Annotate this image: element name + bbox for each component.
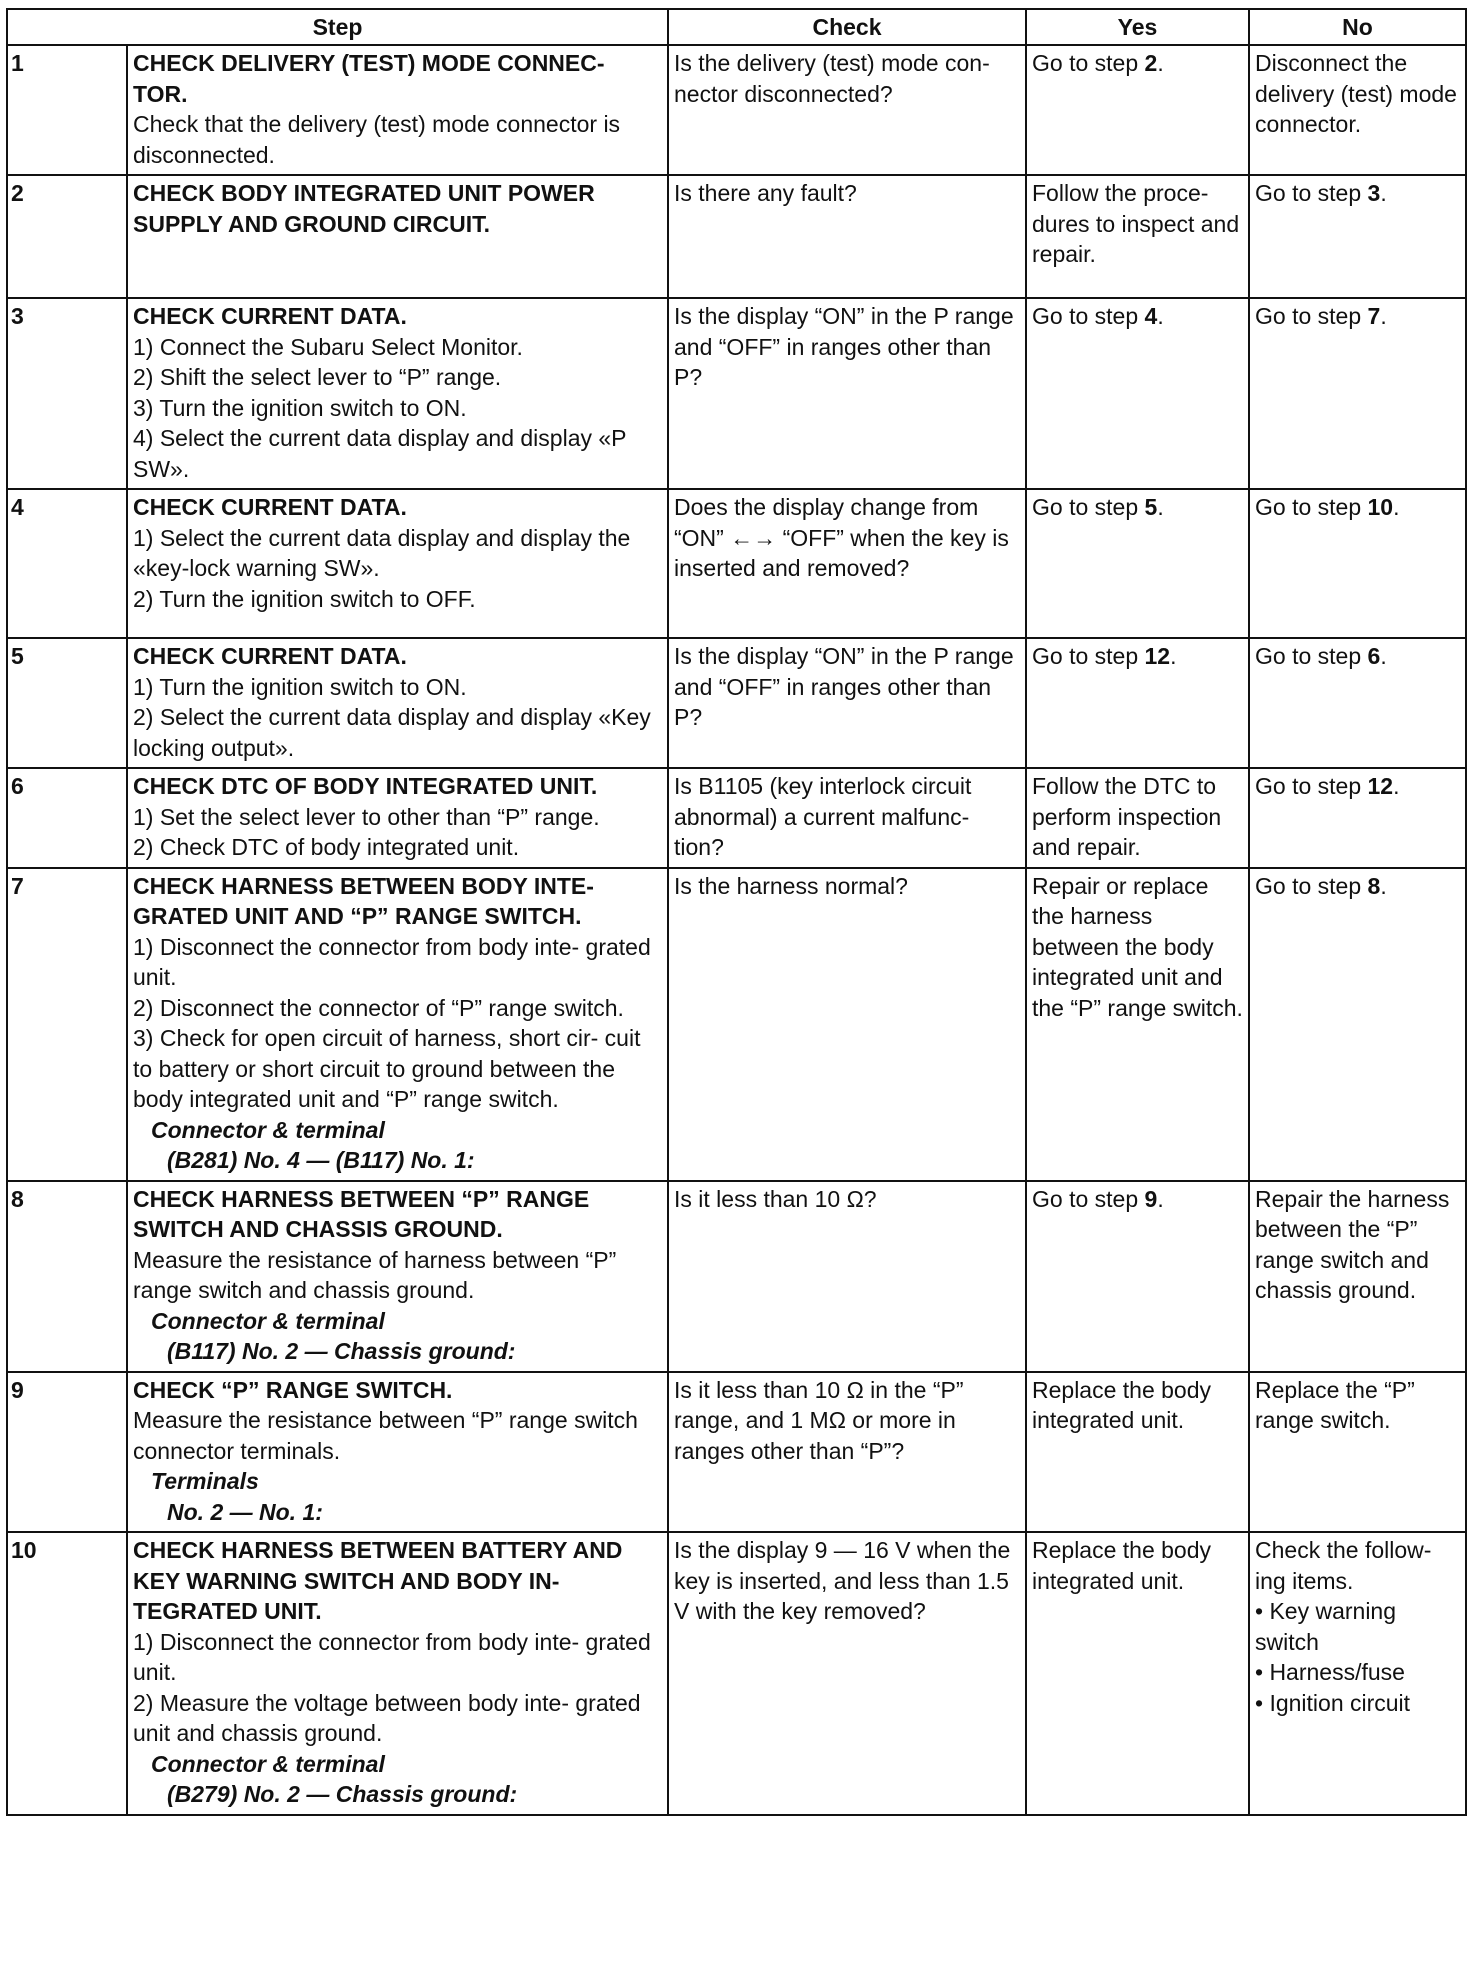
table-row [7, 1181, 1466, 1372]
no-prefix: Go to step [1255, 643, 1368, 669]
table-row [7, 45, 1466, 175]
check-question: Is it less than 10 Ω in the “P” range, and 1 MΩ or more in ranges other than “P”? [668, 1372, 1026, 1533]
no-action [1249, 638, 1466, 768]
check-question: Is the display “ON” in the P range and “OFF” in ranges other than P? [668, 638, 1026, 768]
no-action [1249, 1372, 1466, 1533]
table-row [7, 1532, 1466, 1815]
no-suffix: . [1380, 643, 1387, 669]
step-number: 5 [7, 638, 127, 768]
step-description [127, 768, 668, 868]
yes-action [1026, 489, 1249, 638]
no-action [1249, 45, 1466, 175]
step-instruction: 1) Connect the Subaru Select Monitor. [133, 333, 523, 360]
yes-prefix: Go to step [1032, 1185, 1145, 1212]
header-step: Step [7, 9, 668, 45]
no-step-number: 12 [1367, 773, 1394, 799]
no-suffix: . [1393, 773, 1400, 799]
no-text: Disconnect the delivery (test) mode connector. [1255, 50, 1457, 137]
step-title: CHECK HARNESS BETWEEN “P” RANGE SWITCH AND CHASSIS GROUND. [133, 1185, 590, 1242]
step-instruction: 3) Check for open circuit of harness, short cir- cuit to battery or short circuit to ground between the body integrated unit and “P” range switch. [133, 1025, 641, 1112]
no-action [1249, 1532, 1466, 1815]
no-prefix: Go to step [1255, 494, 1368, 520]
step-description [127, 489, 668, 638]
connector-terminal: (B279) No. 2 — Chassis ground: [167, 1781, 518, 1807]
yes-step-number: 5 [1144, 494, 1158, 520]
step-number: 1 [7, 45, 127, 175]
check-question: Is it less than 10 Ω? [668, 1181, 1026, 1372]
no-bullet-item: • Harness/fuse [1255, 1659, 1405, 1685]
step-number: 9 [7, 1372, 127, 1533]
yes-action [1026, 45, 1249, 175]
step-instruction: Measure the resistance of harness between “P” range switch and chassis ground. [133, 1246, 617, 1303]
table-header-row [7, 9, 1466, 45]
yes-step-number: 2 [1144, 50, 1158, 76]
yes-action: Replace the body integrated unit. [1026, 1532, 1249, 1815]
yes-action: Follow the DTC to perform inspection and repair. [1026, 768, 1249, 868]
no-step-number: 6 [1367, 643, 1381, 669]
step-instruction: 2) Shift the select lever to “P” range. [133, 364, 502, 390]
no-action [1249, 1181, 1466, 1372]
yes-prefix: Go to step [1032, 303, 1145, 329]
yes-action: Repair or replace the harness between the body integrated unit and the “P” range switch. [1026, 868, 1249, 1181]
step-title: CHECK CURRENT DATA. [133, 494, 407, 520]
no-prefix: Go to step [1255, 872, 1368, 899]
no-bullet-item: • Key warning switch [1255, 1598, 1397, 1655]
no-text: Repair the harness between the “P” range switch and chassis ground. [1255, 1185, 1450, 1303]
no-step-number: 3 [1367, 180, 1381, 206]
step-description [127, 1532, 668, 1815]
step-instruction: 4) Select the current data display and display «P SW». [133, 425, 627, 482]
step-instruction: 3) Turn the ignition switch to ON. [133, 394, 467, 421]
yes-action [1026, 1181, 1249, 1372]
connector-terminal: (B117) No. 2 — Chassis ground: [167, 1338, 516, 1364]
step-instruction: 2) Check DTC of body integrated unit. [133, 834, 520, 860]
step-instruction: 2) Measure the voltage between body inte- grated unit and chassis ground. [133, 1689, 641, 1746]
step-description [127, 298, 668, 489]
step-number: 4 [7, 489, 127, 638]
table-row [7, 489, 1466, 638]
no-prefix: Go to step [1255, 180, 1368, 206]
step-description [127, 868, 668, 1181]
step-title: CHECK DTC OF BODY INTEGRATED UNIT. [133, 773, 598, 799]
check-question: Is the harness normal? [668, 868, 1026, 1181]
yes-suffix: . [1157, 1185, 1164, 1212]
step-instruction: 2) Turn the ignition switch to OFF. [133, 585, 476, 612]
step-description [127, 1372, 668, 1533]
step-instruction: 1) Disconnect the connector from body inte- grated unit. [133, 1628, 651, 1685]
yes-step-number: 4 [1144, 303, 1158, 329]
no-action [1249, 489, 1466, 638]
step-instruction: 2) Disconnect the connector of “P” range switch. [133, 994, 624, 1021]
step-instruction: 1) Set the select lever to other than “P” range. [133, 803, 600, 830]
table-row [7, 1372, 1466, 1533]
check-question: Is the display “ON” in the P range and “OFF” in ranges other than P? [668, 298, 1026, 489]
yes-action [1026, 298, 1249, 489]
yes-suffix: . [1170, 643, 1177, 669]
yes-suffix: . [1157, 50, 1164, 76]
yes-step-number: 12 [1144, 643, 1171, 669]
yes-suffix: . [1157, 303, 1164, 329]
step-description [127, 45, 668, 175]
connector-terminal: (B281) No. 4 — (B117) No. 1: [167, 1147, 475, 1173]
table-row [7, 638, 1466, 768]
table-row [7, 298, 1466, 489]
connector-label: Connector & terminal [151, 1116, 385, 1143]
step-title: CHECK CURRENT DATA. [133, 303, 407, 329]
step-number: 8 [7, 1181, 127, 1372]
step-number: 10 [7, 1532, 127, 1815]
no-step-number: 10 [1367, 494, 1394, 520]
step-instruction: 1) Select the current data display and display the «key-lock warning SW». [133, 524, 631, 581]
connector-label: Connector & terminal [151, 1307, 385, 1334]
step-description [127, 175, 668, 298]
step-title: CHECK BODY INTEGRATED UNIT POWER SUPPLY AND GROUND CIRCUIT. [133, 180, 595, 237]
yes-action: Replace the body integrated unit. [1026, 1372, 1249, 1533]
step-title: CHECK DELIVERY (TEST) MODE CONNEC- TOR. [133, 50, 605, 107]
step-instruction: 1) Turn the ignition switch to ON. [133, 673, 467, 700]
step-title: CHECK “P” RANGE SWITCH. [133, 1376, 453, 1403]
yes-prefix: Go to step [1032, 50, 1145, 76]
header-no: No [1249, 9, 1466, 45]
step-description [127, 638, 668, 768]
step-title: CHECK HARNESS BETWEEN BODY INTE- GRATED UNIT AND “P” RANGE SWITCH. [133, 872, 594, 929]
no-text: Check the follow- ing items. [1255, 1537, 1432, 1594]
yes-prefix: Go to step [1032, 494, 1145, 520]
table-body [7, 45, 1466, 1815]
step-title: CHECK CURRENT DATA. [133, 643, 407, 669]
table-row [7, 175, 1466, 298]
no-suffix: . [1393, 494, 1400, 520]
step-description [127, 1181, 668, 1372]
step-title: CHECK HARNESS BETWEEN BATTERY AND KEY WARNING SWITCH AND BODY IN- TEGRATED UNIT. [133, 1537, 623, 1624]
step-instruction: Measure the resistance between “P” range switch connector terminals. [133, 1407, 638, 1464]
yes-action [1026, 638, 1249, 768]
diagnostic-procedure-page [6, 8, 1465, 1816]
check-question: Is the display 9 — 16 V when the key is inserted, and less than 1.5 V with the key removed? [668, 1532, 1026, 1815]
no-action [1249, 175, 1466, 298]
yes-step-number: 9 [1144, 1185, 1158, 1212]
step-number: 6 [7, 768, 127, 868]
no-prefix: Go to step [1255, 303, 1368, 329]
no-step-number: 8 [1367, 872, 1381, 899]
table-row [7, 768, 1466, 868]
no-prefix: Go to step [1255, 773, 1368, 799]
connector-label: Connector & terminal [151, 1750, 385, 1777]
no-action [1249, 768, 1466, 868]
check-question: Does the display change from “ON” ←→ “OFF” when the key is inserted and removed? [668, 489, 1026, 638]
yes-suffix: . [1157, 494, 1164, 520]
no-suffix: . [1380, 872, 1387, 899]
table-row [7, 868, 1466, 1181]
step-instruction: Check that the delivery (test) mode connector is disconnected. [133, 111, 621, 168]
no-text: Replace the “P” range switch. [1255, 1376, 1415, 1433]
no-bullet-item: • Ignition circuit [1255, 1689, 1411, 1716]
no-action [1249, 298, 1466, 489]
check-question: Is there any fault? [668, 175, 1026, 298]
step-instruction: 2) Select the current data display and display «Key locking output». [133, 704, 651, 761]
yes-action: Follow the proce- dures to inspect and repair. [1026, 175, 1249, 298]
header-yes: Yes [1026, 9, 1249, 45]
no-suffix: . [1380, 303, 1387, 329]
connector-terminal: No. 2 — No. 1: [167, 1498, 323, 1525]
no-step-number: 7 [1367, 303, 1381, 329]
yes-prefix: Go to step [1032, 643, 1145, 669]
connector-label: Terminals [151, 1468, 259, 1494]
check-question: Is B1105 (key interlock circuit abnormal) a current malfunc- tion? [668, 768, 1026, 868]
header-check: Check [668, 9, 1026, 45]
step-number: 2 [7, 175, 127, 298]
step-number: 3 [7, 298, 127, 489]
diagnostic-table [6, 8, 1467, 1816]
no-action [1249, 868, 1466, 1181]
no-suffix: . [1380, 180, 1387, 206]
check-question: Is the delivery (test) mode con- nector disconnected? [668, 45, 1026, 175]
step-instruction: 1) Disconnect the connector from body inte- grated unit. [133, 933, 651, 990]
step-number: 7 [7, 868, 127, 1181]
